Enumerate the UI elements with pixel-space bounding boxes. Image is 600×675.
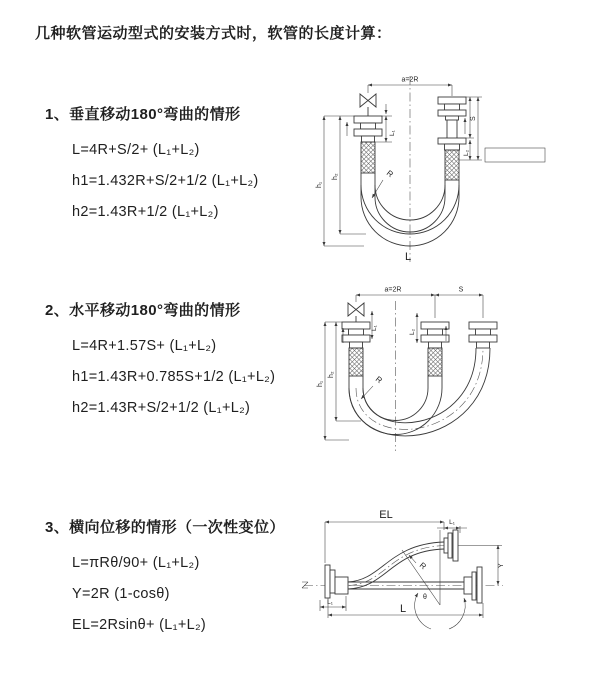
right-flange-upper — [444, 530, 458, 561]
section-3-formulas — [72, 548, 320, 641]
label-h1: h₁ — [317, 380, 324, 387]
formula-h1: h1=1.432R+S/2+1/2 (L₁+L₂) — [72, 173, 259, 189]
radius-callout — [361, 374, 384, 399]
label-r: R — [417, 560, 428, 572]
left-flange — [354, 116, 382, 142]
radius-callout — [372, 168, 395, 198]
diagram-lateral-displacement — [298, 500, 583, 655]
formula-length: L=4R+1.57S+ (L₁+L₂) — [72, 338, 217, 354]
valve-icon — [348, 303, 364, 322]
page-title: 几种软管运动型式的安装方式时，软管的长度计算： — [35, 25, 392, 42]
right-pipe — [447, 120, 457, 138]
label-l: L — [399, 603, 407, 615]
right-flange-lower — [438, 138, 466, 150]
right-flange-upper — [438, 97, 466, 120]
label-h1: h₁ — [316, 181, 323, 188]
hose-swung-position — [349, 348, 490, 436]
section-1-formulas — [72, 135, 320, 228]
valve-icon — [360, 94, 376, 116]
formula-h2: h2=1.43R+S/2+1/2 (L₁+L₂) — [72, 400, 251, 416]
section-horizontal-movement — [45, 299, 320, 424]
label-theta: θ — [423, 594, 427, 601]
dimension-l1-top — [437, 519, 467, 533]
left-flange — [342, 322, 370, 348]
label-r: R — [373, 374, 384, 386]
dimension-l1-bottom — [320, 596, 346, 611]
label-r: R — [384, 168, 395, 180]
label-el: EL — [379, 509, 393, 521]
left-hose-braid — [361, 142, 375, 197]
section-lateral-displacement — [45, 516, 320, 641]
section-vertical-movement — [45, 103, 320, 228]
label-l: L — [405, 251, 412, 263]
support-bracket — [485, 148, 545, 162]
formula-length: L=4R+S/2+ (L₁+L₂) — [72, 142, 200, 158]
left-flange — [325, 565, 348, 598]
left-hose-braid — [349, 348, 363, 388]
label-l2: L₂ — [409, 328, 416, 335]
label-h2: h₂ — [328, 371, 335, 378]
label-l1: L₁ — [371, 325, 378, 331]
dimension-a2r — [356, 287, 435, 296]
dimension-s — [356, 287, 483, 319]
dimension-el — [325, 509, 444, 563]
label-l2: L₂ — [463, 149, 470, 156]
label-l1-bottom: L₁ — [327, 599, 333, 606]
section-1-heading: 1、垂直移动180°弯曲的情形 — [45, 106, 241, 123]
right-hose-braid — [445, 150, 459, 197]
formula-h2: h2=1.43R+1/2 (L₁+L₂) — [72, 204, 219, 220]
formula-length: L=πRθ/90+ (L₁+L₂) — [72, 555, 200, 571]
dimension-l2 — [409, 313, 417, 343]
diagram-vertical-bend — [310, 60, 570, 265]
section-2-formulas — [72, 331, 320, 424]
dimension-l1 — [371, 311, 378, 339]
formula-y: Y=2R (1-cosθ) — [72, 586, 170, 602]
radius-callout — [409, 555, 428, 571]
label-l1: L₁ — [389, 130, 396, 136]
datum-mark — [302, 582, 308, 588]
dimension-l — [328, 598, 483, 618]
label-a2r: a=2R — [401, 76, 419, 84]
label-l1-top: L₁ — [449, 519, 455, 526]
middle-flange — [421, 322, 449, 348]
section-3-heading: 3、横向位移的情形（一次性变位） — [45, 519, 285, 536]
middle-hose-braid — [428, 348, 442, 388]
right-flange — [469, 322, 497, 348]
right-flange-lower — [464, 567, 482, 603]
formula-el: EL=2Rsinθ+ (L₁+L₂) — [72, 617, 207, 633]
label-s: S — [470, 116, 477, 121]
section-2-heading: 2、水平移动180°弯曲的情形 — [45, 302, 241, 319]
label-h2: h₂ — [332, 173, 339, 180]
label-s: S — [458, 286, 464, 294]
label-y: Y — [498, 563, 505, 568]
label-a2r: a=2R — [384, 286, 402, 294]
formula-h1: h1=1.43R+0.785S+1/2 (L₁+L₂) — [72, 369, 276, 385]
diagram-horizontal-bend — [305, 283, 570, 468]
